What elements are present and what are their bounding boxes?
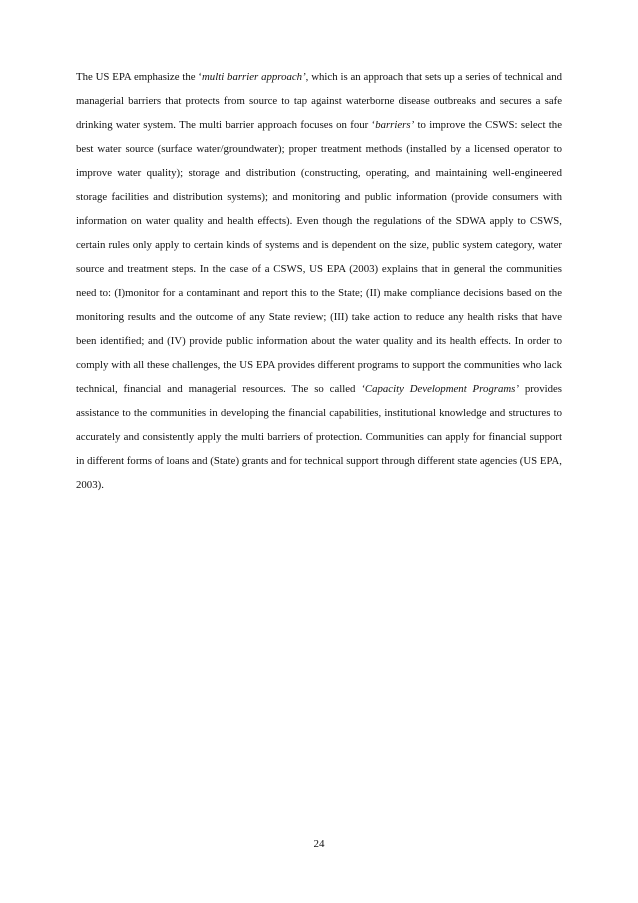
- italic-term-multi-barrier-approach: multi barrier approach’: [202, 71, 306, 83]
- paragraph-text-segment: , which is an approach that sets up a series of technical and managerial barriers that protects from source to tap against waterborne disease outbreaks and secures a safe drinking water system. The multi barrier approach focuses on four ‘: [76, 71, 562, 131]
- page-number: 24: [313, 838, 325, 850]
- body-paragraph: [76, 65, 562, 497]
- italic-term-capacity-development-programs: ‘Capacity Development Programs’: [361, 383, 519, 395]
- italic-term-barriers: barriers’: [375, 119, 415, 131]
- paragraph-text-segment: provides assistance to the communities in developing the financial capabilities, institutional knowledge and structures to accurately and consistently apply the multi barriers of protection. Communities can apply for financial support in different forms of loans and (State) grants and for technical support through different state agencies (US EPA, 2003).: [76, 383, 562, 491]
- paragraph-text-segment: The US EPA emphasize the ‘: [76, 71, 202, 83]
- paragraph-text-segment: to improve the CSWS: select the best water source (surface water/groundwater); proper treatment methods (installed by a licensed operator to improve water quality); storage and distribution (constructing, operating, and maintaining well-engineered storage facilities and distribution systems); and monitoring and public information (provide consumers with information on water quality and health effects). Even though the regulations of the SDWA apply to CSWS, certain rules only apply to certain kinds of systems and is dependent on the size, public system category, water source and treatment steps. In the case of a CSWS, US EPA (2003) explains that in general the communities need to: (I)monitor for a contaminant and report this to the State; (II) make compliance decisions based on the monitoring results and the outcome of any State review; (III) take action to reduce any health risks that have been identified; and (IV) provide public information about the water quality and its health effects. In order to comply with all these challenges, the US EPA provides different programs to support the communities who lack technical, financial and managerial resources. The so called: [76, 119, 562, 395]
